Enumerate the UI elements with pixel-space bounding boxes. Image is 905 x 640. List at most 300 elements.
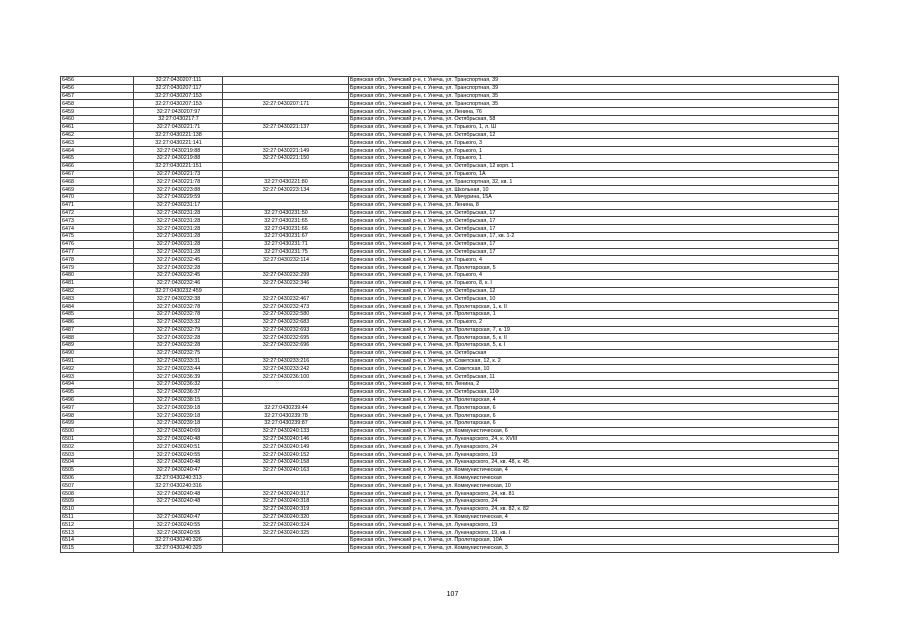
object-number-cell (223, 131, 349, 139)
address-cell: Брянская обл., Унечский р-н, г. Унеча, ул. Коммунистическая, 4 (349, 513, 839, 521)
address-cell: Брянская обл., Унечский р-н, г. Унеча, ул. Школьная, 10 (349, 186, 839, 194)
parcel-number-cell: 32:27:0430239:18 (134, 412, 223, 420)
table-row (61, 404, 839, 412)
parcel-number-cell: 32:27:0430221:138 (134, 131, 223, 139)
address-cell: Брянская обл., Унечский р-н, г. Унеча, ул. Советская, 12, к. 2 (349, 357, 839, 365)
row-number-cell: 6505 (61, 466, 134, 474)
table-row (61, 170, 839, 178)
table-row (61, 154, 839, 162)
table-row (61, 271, 839, 279)
table-row (61, 225, 839, 233)
object-number-cell: 32:27:0430240:319 (223, 505, 349, 513)
address-cell: Брянская обл., Унечский р-н, г. Унеча, ул. Луначарского, 19 (349, 521, 839, 529)
table-row (61, 334, 839, 342)
object-number-cell: 32:27:0430233:216 (223, 357, 349, 365)
parcel-number-cell: 32:27:0430238:15 (134, 396, 223, 404)
object-number-cell: 32:27:0430221:149 (223, 147, 349, 155)
address-cell: Брянская обл., Унечский р-н, г. Унеча, ул. Пролетарская, 6 (349, 420, 839, 428)
row-number-cell: 6479 (61, 264, 134, 272)
object-number-cell: 32:27:0430240:146 (223, 435, 349, 443)
table-row (61, 287, 839, 295)
table-row (61, 529, 839, 537)
address-cell: Брянская обл., Унечский р-н, г. Унеча, ул. Октябрьская, 17, кв. 1-2 (349, 232, 839, 240)
parcel-number-cell: 32:27:0430231:28 (134, 225, 223, 233)
address-cell: Брянская обл., Унечский р-н, г. Унеча, ул. Октябрьская, 10 (349, 295, 839, 303)
parcel-number-cell: 32:27:0430240:313 (134, 474, 223, 482)
object-number-cell (223, 544, 349, 552)
object-number-cell (223, 388, 349, 396)
address-cell: Брянская обл., Унечский р-н, г. Унеча, ул. Коммунистическая, 3 (349, 544, 839, 552)
row-number-cell: 6495 (61, 388, 134, 396)
address-cell: Брянская обл., Унечский р-н, г. Унеча, ул. Горького, 2 (349, 318, 839, 326)
address-cell: Брянская обл., Унечский р-н, г. Унеча, ул. Пролетарская, 1 (349, 310, 839, 318)
row-number-cell: 6506 (61, 474, 134, 482)
parcel-number-cell: 32:27:0430231:28 (134, 209, 223, 217)
object-number-cell: 32:27:0430207:171 (223, 100, 349, 108)
address-cell: Брянская обл., Унечский р-н, г. Унеча, ул. Луначарского, 24, кв. 81 (349, 490, 839, 498)
address-cell: Брянская обл., Унечский р-н, г. Унеча, ул. Горького, 4 (349, 256, 839, 264)
object-number-cell (223, 108, 349, 116)
address-cell: Брянская обл., Унечский р-н, г. Унеча, ул. Октябрьская, 17 (349, 209, 839, 217)
table-row (61, 77, 839, 85)
address-cell: Брянская обл., Унечский р-н, г. Унеча, ул. Октябрьская, 12 (349, 131, 839, 139)
parcel-number-cell: 32:27:0430207:111 (134, 77, 223, 85)
table-row (61, 435, 839, 443)
row-number-cell: 6515 (61, 544, 134, 552)
row-number-cell: 6460 (61, 115, 134, 123)
parcel-number-cell: 32:27:0430233:44 (134, 365, 223, 373)
table-row (61, 498, 839, 506)
row-number-cell: 6476 (61, 240, 134, 248)
address-cell: Брянская обл., Унечский р-н, г. Унеча, ул. Ленина, 76 (349, 108, 839, 116)
table-row (61, 482, 839, 490)
address-cell: Брянская обл., Унечский р-н, г. Унеча, ул. Коммунистическая, 10 (349, 482, 839, 490)
table-row (61, 131, 839, 139)
object-number-cell (223, 396, 349, 404)
object-number-cell: 32:27:0430240:152 (223, 451, 349, 459)
table-row (61, 349, 839, 357)
table-row (61, 505, 839, 513)
row-number-cell: 6482 (61, 287, 134, 295)
page-number: 107 (446, 591, 459, 598)
parcel-number-cell: 32:27:0430233:31 (134, 357, 223, 365)
row-number-cell: 6473 (61, 217, 134, 225)
row-number-cell: 6470 (61, 193, 134, 201)
object-number-cell: 32:27:0430231:66 (223, 225, 349, 233)
object-number-cell (223, 474, 349, 482)
row-number-cell: 6462 (61, 131, 134, 139)
address-cell: Брянская обл., Унечский р-н, г. Унеча, ул. Коммунистическая, 4 (349, 466, 839, 474)
parcel-number-cell: 32:27:0430236:32 (134, 381, 223, 389)
parcel-number-cell: 32:27:0430240:48 (134, 498, 223, 506)
table-row (61, 537, 839, 545)
parcel-number-cell: 32:27:0430232:28 (134, 342, 223, 350)
parcel-number-cell: 32:27:0430240:48 (134, 490, 223, 498)
table-row (61, 310, 839, 318)
row-number-cell: 6510 (61, 505, 134, 513)
row-number-cell: 6504 (61, 459, 134, 467)
table-row (61, 490, 839, 498)
address-cell: Брянская обл., Унечский р-н, г. Унеча, ул. Горького, 1 (349, 154, 839, 162)
row-number-cell: 6459 (61, 108, 134, 116)
address-cell: Брянская обл., Унечский р-н, г. Унеча, ул. Горького, 3 (349, 139, 839, 147)
parcel-number-cell: 32:27:0430233:32 (134, 318, 223, 326)
row-number-cell: 6456 (61, 77, 134, 85)
row-number-cell: 6461 (61, 123, 134, 131)
table-row (61, 342, 839, 350)
row-number-cell: 6480 (61, 271, 134, 279)
address-cell: Брянская обл., Унечский р-н, г. Унеча, ул. Пролетарская, 6 (349, 404, 839, 412)
row-number-cell: 6494 (61, 381, 134, 389)
row-number-cell: 6507 (61, 482, 134, 490)
row-number-cell: 6488 (61, 334, 134, 342)
parcel-number-cell: 32:27:0430232:78 (134, 303, 223, 311)
parcel-number-cell: 32:27:0430217:7 (134, 115, 223, 123)
parcel-number-cell: 32:27:0430232:45 (134, 271, 223, 279)
address-cell: Брянская обл., Унечский р-н, г. Унеча, ул. Транспортная, 35 (349, 92, 839, 100)
address-cell: Брянская обл., Унечский р-н, г. Унеча, ул. Пролетарская, 10А (349, 537, 839, 545)
row-number-cell: 6464 (61, 147, 134, 155)
row-number-cell: 6471 (61, 201, 134, 209)
table-row (61, 357, 839, 365)
address-cell: Брянская обл., Унечский р-н, г. Унеча, ул. Октябрьская, 17 (349, 225, 839, 233)
parcel-number-cell: 32:27:0430239:18 (134, 404, 223, 412)
parcel-number-cell: 32:27:0430240:69 (134, 427, 223, 435)
table-row (61, 108, 839, 116)
row-number-cell: 6496 (61, 396, 134, 404)
object-number-cell: 32:27:0430221:150 (223, 154, 349, 162)
parcel-number-cell: 32:27:0430240:47 (134, 513, 223, 521)
register-sheet (60, 76, 833, 553)
cadastral-table (60, 76, 839, 553)
address-cell: Брянская обл., Унечский р-н, г. Унеча, ул. Октябрьская, 12 (349, 287, 839, 295)
address-cell: Брянская обл., Унечский р-н, г. Унеча, ул. Транспортная, 39 (349, 84, 839, 92)
address-cell: Брянская обл., Унечский р-н, г. Унеча, ул. Пролетарская, 7, к. 19 (349, 326, 839, 334)
table-row (61, 466, 839, 474)
row-number-cell: 6508 (61, 490, 134, 498)
address-cell: Брянская обл., Унечский р-н, г. Унеча, ул. Октябрьская, 11Ф (349, 388, 839, 396)
table-row (61, 474, 839, 482)
row-number-cell: 6465 (61, 154, 134, 162)
object-number-cell (223, 139, 349, 147)
object-number-cell (223, 264, 349, 272)
parcel-number-cell: 32:27:0430232:28 (134, 334, 223, 342)
address-cell: Брянская обл., Унечский р-н, г. Унеча, ул. Октябрьская, 12 корп. 1 (349, 162, 839, 170)
parcel-number-cell: 32:27:0430232:79 (134, 326, 223, 334)
object-number-cell (223, 381, 349, 389)
address-cell: Брянская обл., Унечский р-н, г. Унеча, ул. Ленина, 8 (349, 201, 839, 209)
row-number-cell: 6502 (61, 443, 134, 451)
object-number-cell: 32:27:0430232:693 (223, 326, 349, 334)
parcel-number-cell: 32:27:0430240:329 (134, 544, 223, 552)
object-number-cell: 32:27:0430240:320 (223, 513, 349, 521)
parcel-number-cell: 32:27:0430219:88 (134, 147, 223, 155)
parcel-number-cell: 32:27:0430221:71 (134, 123, 223, 131)
object-number-cell: 32:27:0430223:134 (223, 186, 349, 194)
address-cell: Брянская обл., Унечский р-н, г. Унеча, ул. Коммунистическая (349, 474, 839, 482)
address-cell: Брянская обл., Унечский р-н, г. Унеча, ул. Горького, 1, л. Ш (349, 123, 839, 131)
object-number-cell (223, 287, 349, 295)
address-cell: Брянская обл., Унечский р-н, г. Унеча, ул. Луначарского, 19, кв. I (349, 529, 839, 537)
row-number-cell: 6486 (61, 318, 134, 326)
table-row (61, 209, 839, 217)
address-cell: Брянская обл., Унечский р-н, г. Унеча, ул. Пролетарская, 5, к. II (349, 334, 839, 342)
parcel-number-cell: 32:27:0430223:88 (134, 186, 223, 194)
row-number-cell: 6498 (61, 412, 134, 420)
parcel-number-cell: 32:27:0430240:51 (134, 443, 223, 451)
address-cell: Брянская обл., Унечский р-н, г. Унеча, ул. Октябрьская, 11 (349, 373, 839, 381)
object-number-cell: 32:27:0430232:467 (223, 295, 349, 303)
row-number-cell: 6463 (61, 139, 134, 147)
object-number-cell: 32:27:0430231:75 (223, 248, 349, 256)
row-number-cell: 6514 (61, 537, 134, 545)
table-row (61, 92, 839, 100)
address-cell: Брянская обл., Унечский р-н, г. Унеча, пл. Ленина, 2 (349, 381, 839, 389)
object-number-cell (223, 162, 349, 170)
object-number-cell (223, 77, 349, 85)
object-number-cell: 32:27:0430240:133 (223, 427, 349, 435)
parcel-number-cell: 32:27:0430240:55 (134, 521, 223, 529)
table-row (61, 303, 839, 311)
row-number-cell: 6511 (61, 513, 134, 521)
object-number-cell: 32:27:0430240:158 (223, 459, 349, 467)
object-number-cell: 32:27:0430239:78 (223, 412, 349, 420)
object-number-cell: 32:27:0430236:100 (223, 373, 349, 381)
address-cell: Брянская обл., Унечский р-н, г. Унеча, ул. Пролетарская, 6 (349, 412, 839, 420)
address-cell: Брянская обл., Унечский р-н, г. Унеча, ул. Луначарского, 24 (349, 443, 839, 451)
address-cell: Брянская обл., Унечский р-н, г. Унеча, ул. Пролетарская, 5 (349, 264, 839, 272)
address-cell: Брянская обл., Унечский р-н, г. Унеча, ул. Пролетарская, 5, к. I (349, 342, 839, 350)
parcel-number-cell: 32:27:0430219:88 (134, 154, 223, 162)
parcel-number-cell (134, 505, 223, 513)
parcel-number-cell: 32:27:0430232:28 (134, 264, 223, 272)
object-number-cell: 32:27:0430232:114 (223, 256, 349, 264)
address-cell: Брянская обл., Унечский р-н, г. Унеча, ул. Октябрьская, 17 (349, 248, 839, 256)
address-cell: Брянская обл., Унечский р-н, г. Унеча, ул. Транспортная, 39 (349, 77, 839, 85)
parcel-number-cell: 32:27:0430232:459 (134, 287, 223, 295)
address-cell: Брянская обл., Унечский р-н, г. Унеча, ул. Октябрьская, 17 (349, 240, 839, 248)
object-number-cell: 32:27:0430221:137 (223, 123, 349, 131)
address-cell: Брянская обл., Унечский р-н, г. Унеча, ул. Коммунистическая, 6 (349, 427, 839, 435)
object-number-cell (223, 537, 349, 545)
table-row (61, 381, 839, 389)
row-number-cell: 6490 (61, 349, 134, 357)
address-cell: Брянская обл., Унечский р-н, г. Унеча, ул. Транспортная, 32, кв. 1 (349, 178, 839, 186)
table-row (61, 178, 839, 186)
object-number-cell: 32:27:0430221:80 (223, 178, 349, 186)
row-number-cell: 6458 (61, 100, 134, 108)
table-row (61, 459, 839, 467)
table-row (61, 240, 839, 248)
object-number-cell: 32:27:0430240:325 (223, 529, 349, 537)
row-number-cell: 6487 (61, 326, 134, 334)
row-number-cell: 6503 (61, 451, 134, 459)
parcel-number-cell: 32:27:0430232:78 (134, 310, 223, 318)
parcel-number-cell: 32:27:0430240:55 (134, 529, 223, 537)
parcel-number-cell: 32:27:0430240:47 (134, 466, 223, 474)
object-number-cell (223, 349, 349, 357)
parcel-number-cell: 32:27:0430229:59 (134, 193, 223, 201)
row-number-cell: 6489 (61, 342, 134, 350)
table-row (61, 248, 839, 256)
table-row (61, 123, 839, 131)
object-number-cell (223, 482, 349, 490)
row-number-cell: 6457 (61, 92, 134, 100)
object-number-cell: 32:27:0430232:580 (223, 310, 349, 318)
parcel-number-cell: 32:27:0430232:46 (134, 279, 223, 287)
table-row (61, 201, 839, 209)
parcel-number-cell: 32:27:0430221:78 (134, 178, 223, 186)
address-cell: Брянская обл., Унечский р-н, г. Унеча, ул. Луначарского, 24, кв. 82, к. 82 (349, 505, 839, 513)
row-number-cell: 6497 (61, 404, 134, 412)
address-cell: Брянская обл., Унечский р-н, г. Унеча, ул. Луначарского, 24, к. XVIII (349, 435, 839, 443)
row-number-cell: 6513 (61, 529, 134, 537)
row-number-cell: 6491 (61, 357, 134, 365)
table-row (61, 365, 839, 373)
object-number-cell: 32:27:0430239:44 (223, 404, 349, 412)
object-number-cell: 32:27:0430240:149 (223, 443, 349, 451)
table-row (61, 186, 839, 194)
address-cell: Брянская обл., Унечский р-н, г. Унеча, ул. Советская, 10 (349, 365, 839, 373)
row-number-cell: 6492 (61, 365, 134, 373)
parcel-number-cell: 32:27:0430231:28 (134, 217, 223, 225)
parcel-number-cell: 32:27:0430231:28 (134, 232, 223, 240)
parcel-number-cell: 32:27:0430232:75 (134, 349, 223, 357)
object-number-cell (223, 115, 349, 123)
table-row (61, 521, 839, 529)
row-number-cell: 6493 (61, 373, 134, 381)
row-number-cell: 6469 (61, 186, 134, 194)
table-row (61, 279, 839, 287)
object-number-cell: 32:27:0430239:87 (223, 420, 349, 428)
parcel-number-cell: 32:27:0430240:48 (134, 435, 223, 443)
object-number-cell (223, 92, 349, 100)
table-row (61, 100, 839, 108)
address-cell: Брянская обл., Унечский р-н, г. Унеча, ул. Луначарского, 24, кв. 48, к. 45 (349, 459, 839, 467)
object-number-cell: 32:27:0430232:346 (223, 279, 349, 287)
parcel-number-cell: 32:27:0430236:39 (134, 373, 223, 381)
row-number-cell: 6456 (61, 84, 134, 92)
address-cell: Брянская обл., Унечский р-н, г. Унеча, ул. Луначарского, 24 (349, 498, 839, 506)
address-cell: Брянская обл., Унечский р-н, г. Унеча, ул. Октябрьская, 17 (349, 217, 839, 225)
row-number-cell: 6485 (61, 310, 134, 318)
address-cell: Брянская обл., Унечский р-н, г. Унеча, ул. Горького, 8, к. I (349, 279, 839, 287)
object-number-cell (223, 201, 349, 209)
table-row (61, 193, 839, 201)
table-row (61, 326, 839, 334)
object-number-cell: 32:27:0430232:695 (223, 334, 349, 342)
table-row (61, 162, 839, 170)
parcel-number-cell: 32:27:0430221:141 (134, 139, 223, 147)
row-number-cell: 6478 (61, 256, 134, 264)
table-row (61, 513, 839, 521)
row-number-cell: 6512 (61, 521, 134, 529)
parcel-number-cell: 32:27:0430207:153 (134, 92, 223, 100)
row-number-cell: 6474 (61, 225, 134, 233)
address-cell: Брянская обл., Унечский р-н, г. Унеча, ул. Горького, 1 (349, 147, 839, 155)
parcel-number-cell: 32:27:0430231:17 (134, 201, 223, 209)
parcel-number-cell: 32:27:0430207:117 (134, 84, 223, 92)
parcel-number-cell: 32:27:0430232:38 (134, 295, 223, 303)
object-number-cell: 32:27:0430231:50 (223, 209, 349, 217)
row-number-cell: 6501 (61, 435, 134, 443)
object-number-cell (223, 84, 349, 92)
row-number-cell: 6477 (61, 248, 134, 256)
address-cell: Брянская обл., Унечский р-н, г. Унеча, ул. Горького, 4 (349, 271, 839, 279)
row-number-cell: 6509 (61, 498, 134, 506)
table-row (61, 139, 839, 147)
table-row (61, 147, 839, 155)
table-row (61, 388, 839, 396)
parcel-number-cell: 32:27:0430239:18 (134, 420, 223, 428)
table-body (61, 77, 839, 553)
parcel-number-cell: 32:27:0430231:28 (134, 240, 223, 248)
object-number-cell: 32:27:0430232:299 (223, 271, 349, 279)
table-row (61, 318, 839, 326)
object-number-cell: 32:27:0430231:65 (223, 217, 349, 225)
row-number-cell: 6499 (61, 420, 134, 428)
table-row (61, 420, 839, 428)
object-number-cell: 32:27:0430240:317 (223, 490, 349, 498)
address-cell: Брянская обл., Унечский р-н, г. Унеча, ул. Октябрьская (349, 349, 839, 357)
table-row (61, 84, 839, 92)
parcel-number-cell: 32:27:0430221:151 (134, 162, 223, 170)
parcel-number-cell: 32:27:0430240:55 (134, 451, 223, 459)
table-row (61, 396, 839, 404)
row-number-cell: 6500 (61, 427, 134, 435)
table-row (61, 427, 839, 435)
row-number-cell: 6472 (61, 209, 134, 217)
table-row (61, 232, 839, 240)
address-cell: Брянская обл., Унечский р-н, г. Унеча, ул. Горького, 1А (349, 170, 839, 178)
table-row (61, 115, 839, 123)
table-row (61, 217, 839, 225)
parcel-number-cell: 32:27:0430240:48 (134, 459, 223, 467)
table-row (61, 544, 839, 552)
object-number-cell (223, 193, 349, 201)
table-row (61, 451, 839, 459)
parcel-number-cell: 32:27:0430207:153 (134, 100, 223, 108)
table-row (61, 443, 839, 451)
table-row (61, 373, 839, 381)
object-number-cell: 32:27:0430232:473 (223, 303, 349, 311)
row-number-cell: 6475 (61, 232, 134, 240)
address-cell: Брянская обл., Унечский р-н, г. Унеча, ул. Октябрьская, 58 (349, 115, 839, 123)
object-number-cell: 32:27:0430231:71 (223, 240, 349, 248)
object-number-cell: 32:27:0430240:318 (223, 498, 349, 506)
row-number-cell: 6481 (61, 279, 134, 287)
parcel-number-cell: 32:27:0430240:316 (134, 482, 223, 490)
row-number-cell: 6467 (61, 170, 134, 178)
object-number-cell: 32:27:0430240:163 (223, 466, 349, 474)
row-number-cell: 6483 (61, 295, 134, 303)
address-cell: Брянская обл., Унечский р-н, г. Унеча, ул. Мичурина, 15А (349, 193, 839, 201)
object-number-cell: 32:27:0430233:242 (223, 365, 349, 373)
address-cell: Брянская обл., Унечский р-н, г. Унеча, ул. Транспортная, 35 (349, 100, 839, 108)
parcel-number-cell: 32:27:0430207:97 (134, 108, 223, 116)
address-cell: Брянская обл., Унечский р-н, г. Унеча, ул. Пролетарская, 1, к. II (349, 303, 839, 311)
table-row (61, 256, 839, 264)
parcel-number-cell: 32:27:0430221:73 (134, 170, 223, 178)
table-row (61, 264, 839, 272)
row-number-cell: 6466 (61, 162, 134, 170)
parcel-number-cell: 32:27:0430236:37 (134, 388, 223, 396)
object-number-cell: 32:27:0430231:67 (223, 232, 349, 240)
parcel-number-cell: 32:27:0430231:28 (134, 248, 223, 256)
object-number-cell: 32:27:0430240:324 (223, 521, 349, 529)
row-number-cell: 6468 (61, 178, 134, 186)
object-number-cell (223, 170, 349, 178)
